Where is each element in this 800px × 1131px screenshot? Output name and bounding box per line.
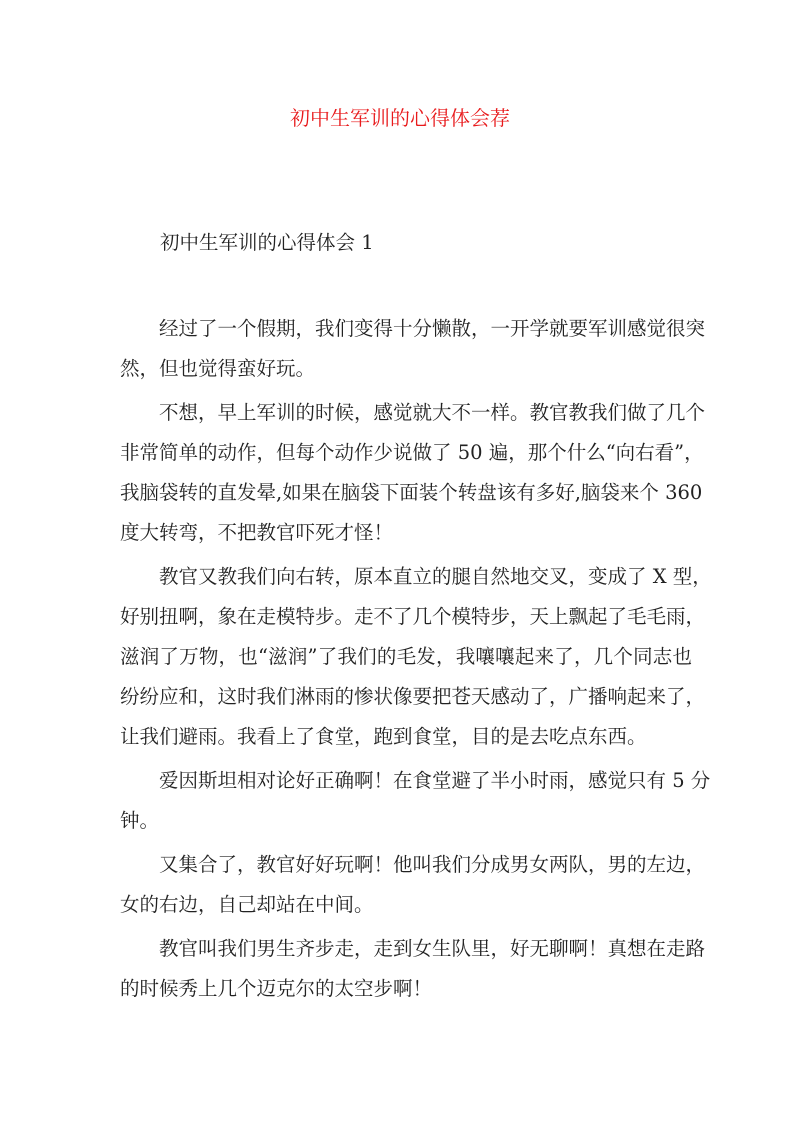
paragraph [120,766,711,846]
document-body [120,314,712,1018]
paragraph-line: 我脑袋转的直发晕,如果在脑袋下面装个转盘该有多好,脑袋来个 360 [120,481,703,504]
document-title: 初中生军训的心得体会荐 [290,106,510,130]
paragraph-line: 让我们避雨。我看上了食堂，跑到食堂，目的是去吃点东西。 [120,725,647,748]
paragraph-line: 度大转弯，不把教官吓死才怪！ [120,521,394,544]
paragraph-line: 钟。 [120,809,160,832]
paragraph-line: 非常简单的动作，但每个动作少说做了 50 遍，那个什么“向右看”， [120,441,704,464]
paragraph [120,934,706,1014]
paragraph-line: 好别扭啊，象在走模特步。走不了几个模特步，天上飘起了毛毛雨， [120,605,706,628]
paragraph-line: 女的右边，自己却站在中间。 [120,893,374,916]
paragraph-line: 爱因斯坦相对论好正确啊！在食堂避了半小时雨，感觉只有 5 分 [159,769,711,792]
paragraph-line: 滋润了万物，也“滋润”了我们的毛发，我嚷嚷起来了，几个同志也 [120,645,692,668]
paragraph-line: 不想，早上军训的时候，感觉就大不一样。教官教我们做了几个 [159,401,706,424]
paragraph-line: 教官叫我们男生齐步走，走到女生队里，好无聊啊！真想在走路 [159,937,706,960]
paragraph-line: 经过了一个假期，我们变得十分懒散，一开学就要军训感觉很突 [159,317,706,340]
paragraph [120,850,706,930]
paragraph-line: 教官又教我们向右转，原本直立的腿自然地交叉，变成了 X 型， [159,565,712,588]
paragraph [120,398,706,558]
paragraph-line: 然，但也觉得蛮好玩。 [120,357,316,380]
section-heading: 初中生军训的心得体会 1 [160,231,374,254]
paragraph-line: 纷纷应和，这时我们淋雨的惨状像要把苍天感动了，广播响起来了， [120,685,706,708]
paragraph-line: 又集合了，教官好好玩啊！他叫我们分成男女两队，男的左边， [159,853,706,876]
paragraph [120,562,712,762]
paragraph-line: 的时候秀上几个迈克尔的太空步啊！ [120,977,433,1000]
paragraph [120,314,706,394]
